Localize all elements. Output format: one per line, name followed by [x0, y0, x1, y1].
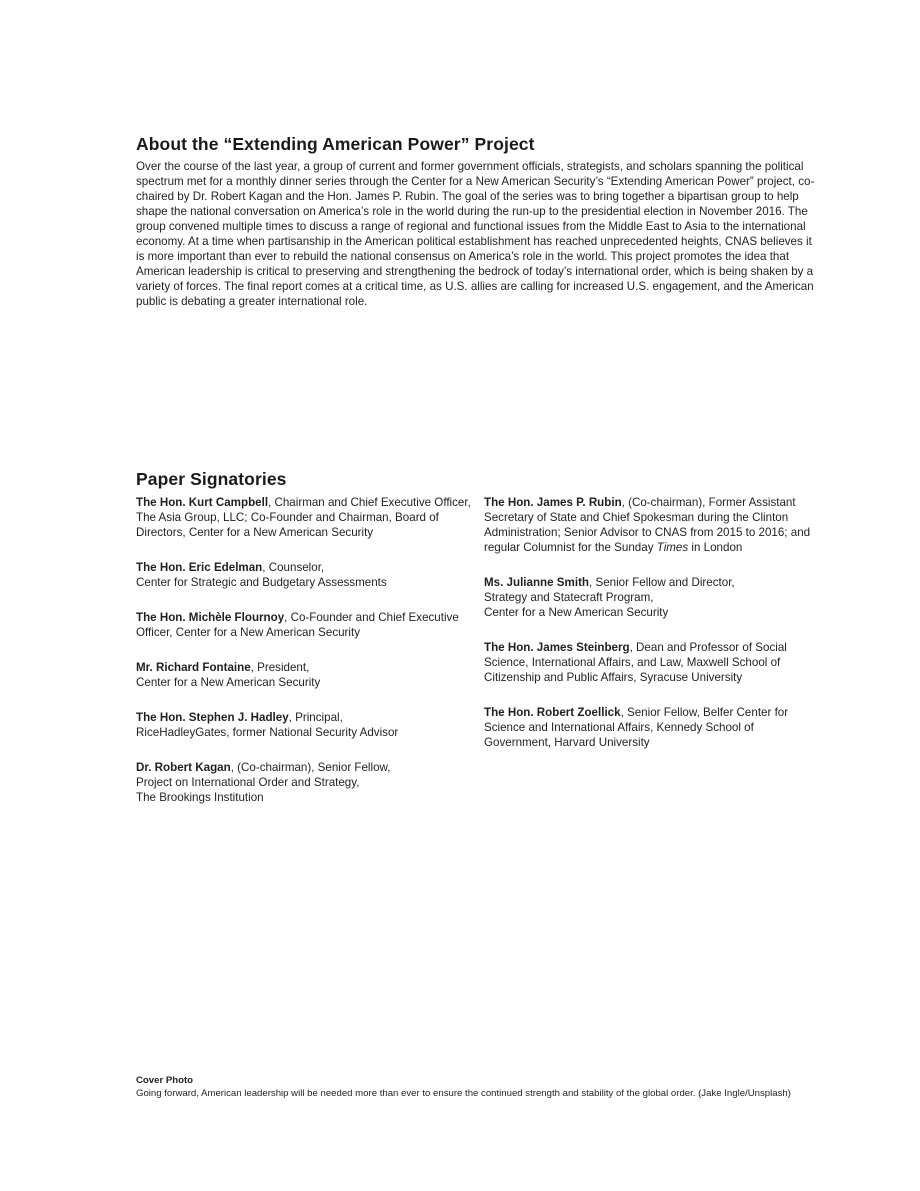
signatory-description: , (Co-chairman), Senior Fellow,: [230, 761, 391, 774]
signatory-entry: [136, 660, 471, 690]
signatory-description: , (Co-chairman), Former Assistant Secretary of State and Chief Spokesman during the Clinton Administration; Senior Advisor to CNAS from 2015 to 2016; and regular Columnist for the Sunday: [484, 496, 811, 554]
signatory-description: , Chairman and Chief Executive Officer, The Asia Group, LLC; Co-Founder and Chairman, Board of Directors, Center for a New American Security: [136, 496, 471, 539]
signatory-name: The Hon. James P. Rubin: [484, 496, 622, 509]
signatory-entry: [136, 760, 471, 805]
signatory-description-line: RiceHadleyGates, former National Security Advisor: [136, 726, 399, 739]
signatory-name: Mr. Richard Fontaine: [136, 661, 251, 674]
signatory-description: , President,: [250, 661, 310, 674]
signatories-right-column: [484, 495, 819, 770]
signatory-entry: [136, 710, 471, 740]
signatory-description: , Counselor,: [262, 561, 325, 574]
signatory-entry: [136, 610, 471, 640]
signatory-name: The Hon. Michèle Flournoy: [136, 611, 285, 624]
signatory-entry: [484, 705, 819, 750]
cover-photo-caption: Going forward, American leadership will be needed more than ever to ensure the continued strength and stability of the global order. (Jake Ingle/Unsplash): [136, 1087, 791, 1099]
signatory-description-line: Strategy and Statecraft Program,: [484, 591, 654, 604]
signatory-description-line: Center for a New American Security: [136, 676, 321, 689]
about-section: [136, 134, 816, 309]
signatory-description: , Senior Fellow and Director,: [589, 576, 735, 589]
signatory-description-line: The Brookings Institution: [136, 791, 264, 804]
signatories-left-column: [136, 495, 471, 825]
signatory-description: , Senior Fellow, Belfer Center for Science and International Affairs, Kennedy School of Government, Harvard University: [484, 706, 789, 749]
about-body: Over the course of the last year, a group of current and former government officials, strategists, and scholars spanning the political spectrum met for a monthly dinner series through the Center for a New American Security’s “Extending American Power” project, co-chaired by Dr. Robert Kagan and the Hon. James P. Rubin. The goal of the series was to bring together a bipartisan group to help shape the national conversation on America’s role in the world during the run-up to the presidential election in November 2016. The group convened multiple times to discuss a range of regional and functional issues from the Middle East to Asia to the international economy. At a time when partisanship in the American political establishment has reached unprecedented heights, CNAS believes it is more important than ever to rebuild the national consensus on America’s role in the world. This project promotes the idea that American leadership is critical to preserving and strengthening the bedrock of today’s international order, which is being shaken by a variety of forces. The final report comes at a critical time, as U.S. allies are calling for increased U.S. engagement, and the American public is debating a greater international role.: [136, 160, 815, 308]
signatory-entry: [484, 640, 819, 685]
signatory-name: Dr. Robert Kagan: [136, 761, 231, 774]
signatories-title: Paper Signatories: [136, 469, 287, 489]
cover-photo-credit: [136, 1075, 796, 1100]
signatory-emphasis: Times: [656, 541, 689, 554]
signatory-description: , Co-Founder and Chief Executive Officer, Center for a New American Security: [136, 611, 459, 639]
signatory-name: The Hon. Stephen J. Hadley: [136, 711, 289, 724]
signatory-name: The Hon. Eric Edelman: [136, 561, 263, 574]
signatory-entry: [136, 560, 471, 590]
signatory-description: , Dean and Professor of Social Science, International Affairs, and Law, Maxwell School of Citizenship and Public Affairs, Syracuse University: [484, 641, 787, 684]
signatory-name: The Hon. Kurt Campbell: [136, 496, 269, 509]
signatory-name: The Hon. James Steinberg: [484, 641, 630, 654]
signatory-entry: [484, 495, 819, 555]
signatory-description-line: Project on International Order and Strategy,: [136, 776, 360, 789]
signatory-entry: [136, 495, 471, 540]
signatory-name: Ms. Julianne Smith: [484, 576, 590, 589]
signatory-description-line: Center for Strategic and Budgetary Assessments: [136, 576, 387, 589]
signatory-entry: [484, 575, 819, 620]
signatory-description-line: Center for a New American Security: [484, 606, 669, 619]
signatories-section: [136, 469, 826, 804]
about-title: About the “Extending American Power” Project: [136, 134, 535, 154]
signatory-description-tail: in London: [688, 541, 743, 554]
cover-photo-label: Cover Photo: [136, 1075, 194, 1086]
signatory-name: The Hon. Robert Zoellick: [484, 706, 621, 719]
signatory-description: , Principal,: [288, 711, 343, 724]
